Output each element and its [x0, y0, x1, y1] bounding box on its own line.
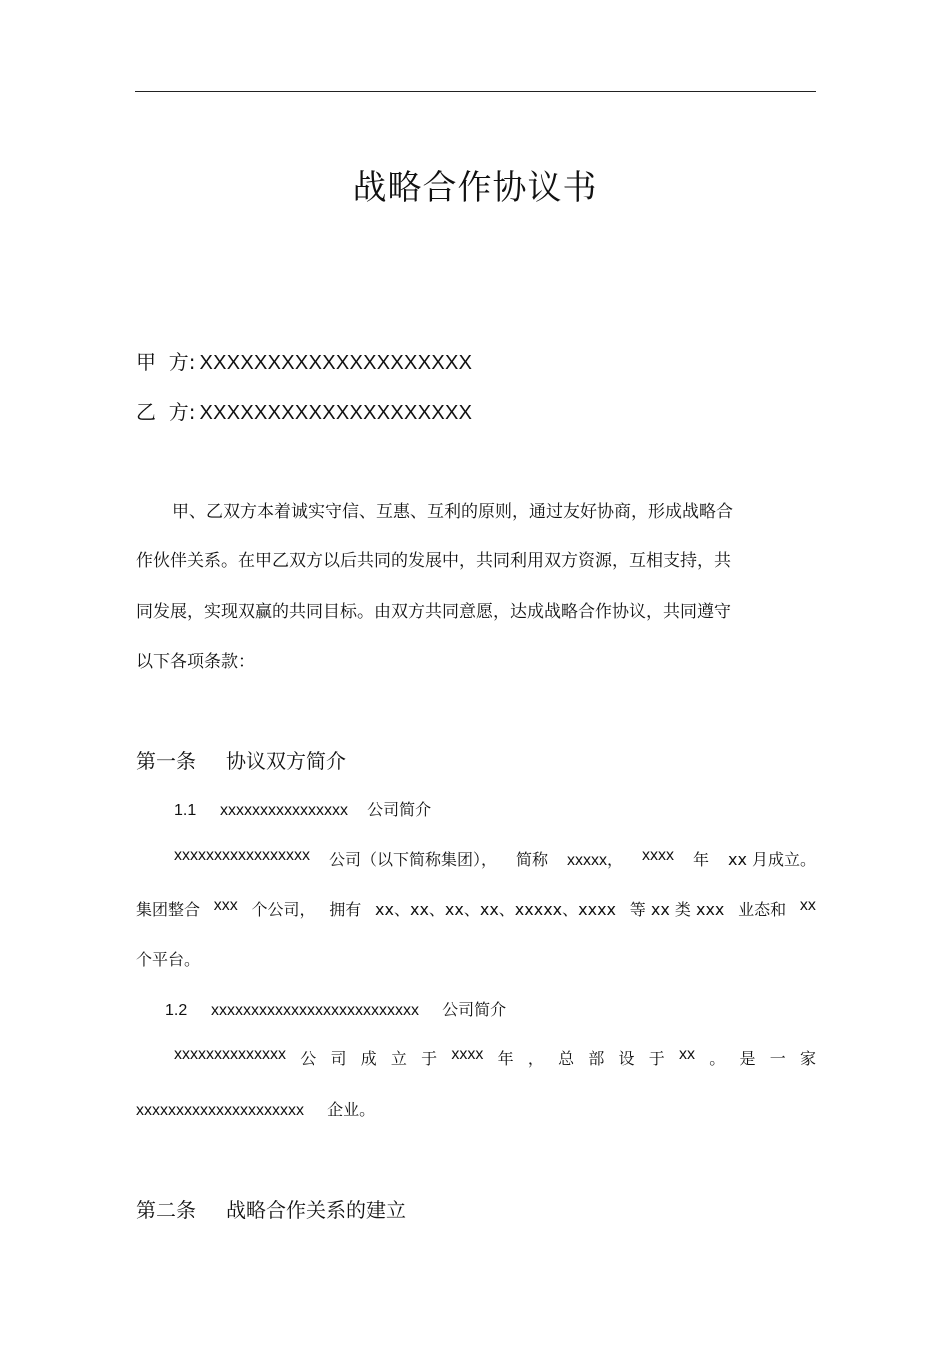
- text-run: xxxxx，: [566, 852, 623, 869]
- section-1-2-placeholder: xxxxxxxxxxxxxxxxxxxxx: [136, 1102, 304, 1119]
- section-1-2-line-2: [136, 1097, 375, 1120]
- section-1-1-heading: [174, 797, 431, 820]
- text-run: 总: [558, 1049, 575, 1068]
- intro-line-4: 以下各项条款：: [136, 652, 255, 672]
- text-run: 个公司，: [251, 900, 316, 919]
- section-1-1-line-3: 个平台。: [136, 950, 201, 969]
- text-run: 是: [739, 1049, 756, 1068]
- text-run: 年: [692, 850, 709, 869]
- section-1-2-line-2-suffix: 企业。: [327, 1100, 376, 1119]
- text-run: 司: [330, 1049, 347, 1068]
- text-run: 简称: [515, 850, 548, 869]
- text-run: xx: [799, 897, 816, 914]
- text-run: 拥有: [329, 900, 362, 919]
- section-1-2-line-1: [174, 1046, 816, 1069]
- text-run: xx、xx、xx、xx、xxxxx、xxxx: [375, 900, 617, 919]
- document-title: 战略合作协议书: [352, 168, 598, 208]
- text-run: ，: [527, 1049, 544, 1068]
- section-1-2-name: xxxxxxxxxxxxxxxxxxxxxxxxxx: [211, 1002, 419, 1019]
- section-1-1-line-2: [136, 897, 816, 920]
- section-1-1-line-1: [174, 847, 816, 870]
- section-1-1-number: 1.1: [174, 802, 197, 819]
- text-run: 立: [390, 1049, 407, 1068]
- text-run: 集团整合: [136, 900, 201, 919]
- text-run: 公: [300, 1049, 317, 1068]
- text-run: 部: [588, 1049, 605, 1068]
- text-run: 设: [618, 1049, 635, 1068]
- text-run: xxx: [213, 897, 238, 914]
- text-run: xxxx: [451, 1046, 484, 1063]
- text-run: 年: [497, 1049, 514, 1068]
- text-run: 于: [421, 1049, 438, 1068]
- intro-line-3: 同发展，实现双赢的共同目标。由双方共同意愿，达成战略合作协议，共同遵守: [136, 602, 731, 622]
- text-run: xxxxxxxxxxxxxxxxx: [174, 847, 310, 864]
- party-a-label: 甲 方:: [136, 350, 196, 374]
- text-run: 家: [799, 1049, 816, 1068]
- text-run: 。: [709, 1049, 726, 1068]
- section-1-2-heading: [165, 997, 506, 1020]
- article-1-heading: [136, 745, 346, 774]
- article-1-number: 第一条: [136, 749, 196, 773]
- text-run: xxxxxxxxxxxxxx: [174, 1046, 286, 1063]
- party-b-line: [136, 396, 472, 425]
- text-run: 成: [360, 1049, 377, 1068]
- party-b-label: 乙 方:: [136, 400, 196, 424]
- text-run: xx: [679, 1046, 696, 1063]
- section-1-1-name: xxxxxxxxxxxxxxxx: [220, 802, 348, 819]
- section-1-2-suffix: 公司简介: [442, 1000, 507, 1019]
- text-run: 一: [769, 1049, 786, 1068]
- party-a-line: [136, 346, 472, 375]
- section-1-1-suffix: 公司简介: [367, 800, 432, 819]
- text-run: 于: [648, 1049, 665, 1068]
- section-1-2-number: 1.2: [165, 1002, 188, 1019]
- header-rule: [135, 91, 816, 92]
- article-1-title: 协议双方简介: [226, 749, 346, 773]
- article-2-heading: [136, 1194, 406, 1223]
- text-run: xx 月成立。: [727, 850, 816, 869]
- text-run: 公司（以下简称集团），: [328, 850, 497, 869]
- text-run: xxxx: [641, 847, 674, 864]
- party-a-value: XXXXXXXXXXXXXXXXXXXX: [199, 352, 473, 374]
- text-run: 等 xx 类 xxx: [629, 900, 725, 919]
- intro-line-2: 作伙伴关系。在甲乙双方以后共同的发展中，共同利用双方资源，互相支持，共: [136, 551, 731, 571]
- intro-line-1: 甲、乙双方本着诚实守信、互惠、互利的原则，通过友好协商，形成战略合: [172, 502, 733, 522]
- article-2-number: 第二条: [136, 1198, 196, 1222]
- party-b-value: XXXXXXXXXXXXXXXXXXXX: [199, 402, 473, 424]
- article-2-title: 战略合作关系的建立: [226, 1198, 406, 1222]
- text-run: 业态和: [738, 900, 787, 919]
